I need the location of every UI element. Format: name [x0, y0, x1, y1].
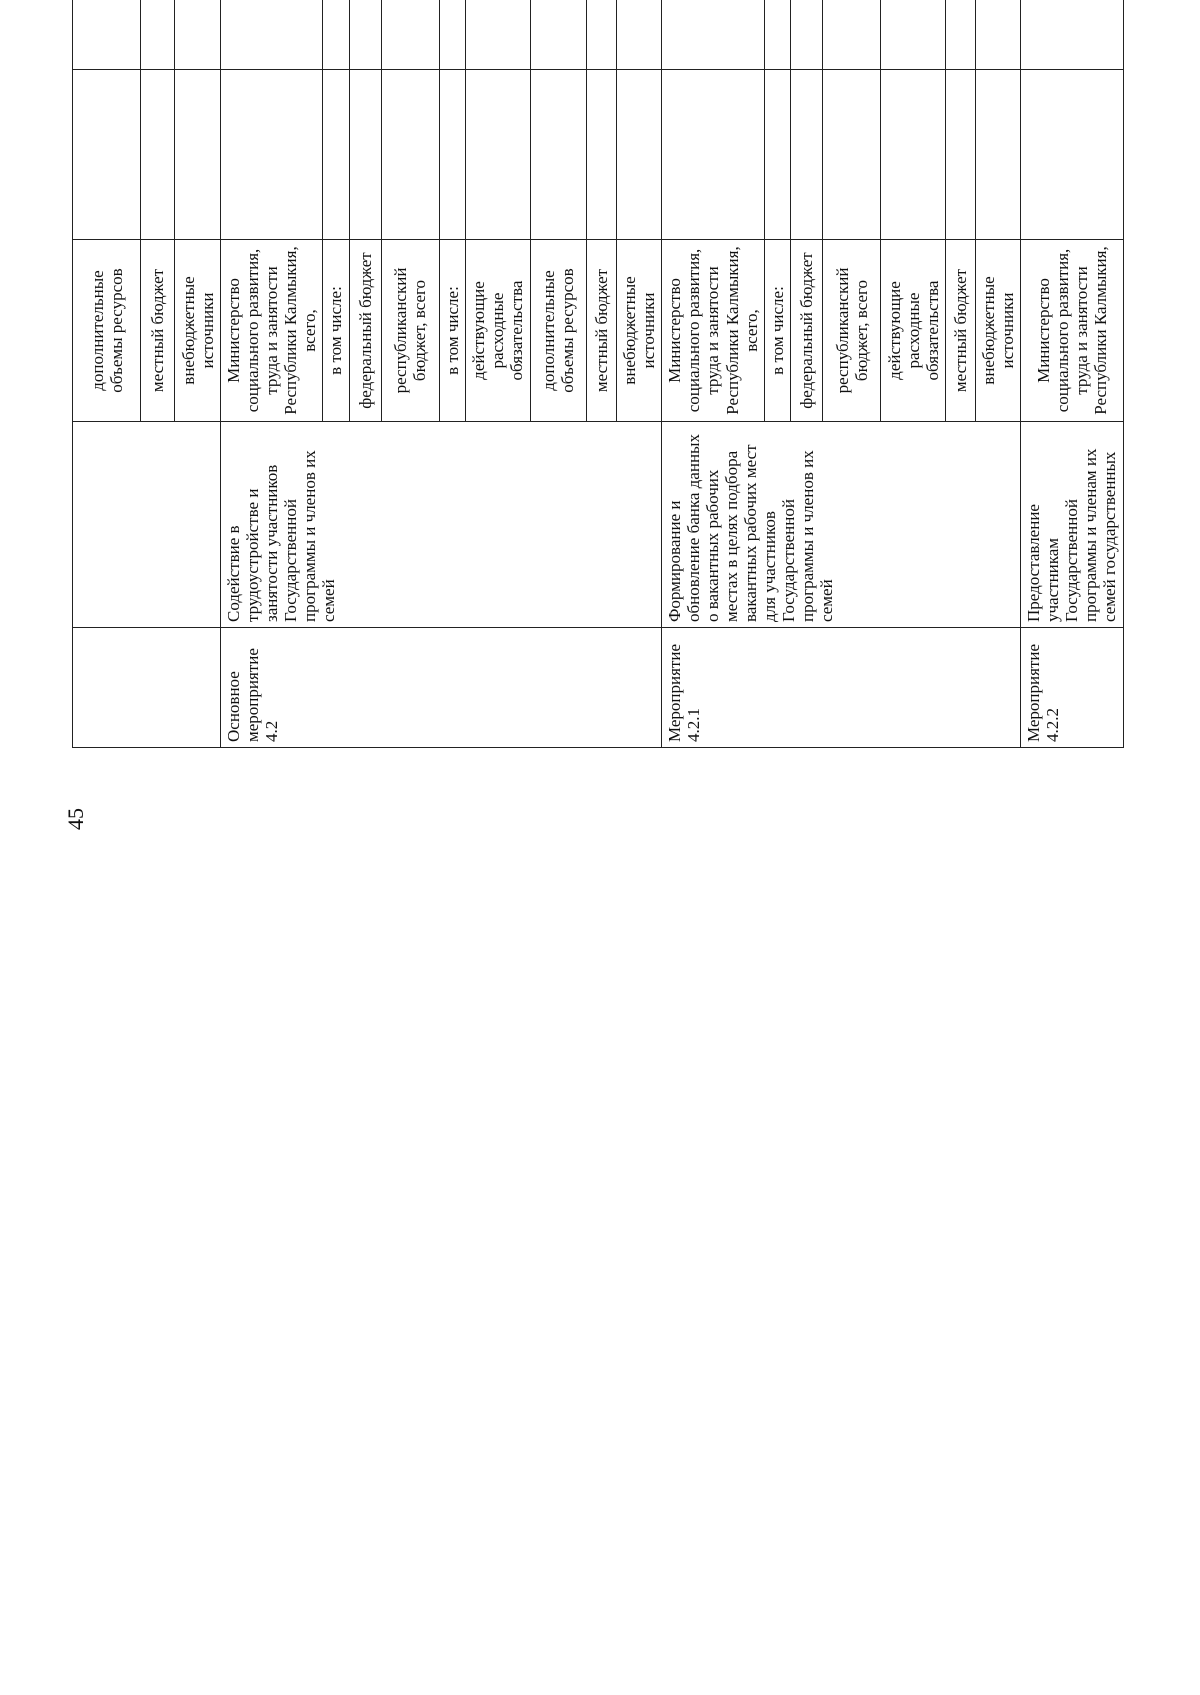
measure-label: Мероприятие 4.2.1	[662, 628, 1021, 748]
empty-cell	[323, 70, 349, 240]
measure-label: Мероприятие 4.2.2	[1021, 628, 1124, 748]
amount-cell	[586, 0, 616, 70]
amount-cell	[881, 0, 945, 70]
funding-source: Министерство социального развития, труда и занятости Республики Калмыкия, всего,	[220, 240, 323, 422]
empty-cell	[1021, 70, 1124, 240]
amount-cell	[141, 0, 175, 70]
funding-source: федеральный бюджет	[349, 240, 381, 422]
measure-label: Основное мероприятие 4.2	[220, 628, 661, 748]
amount-cell	[323, 0, 349, 70]
amount-cell	[175, 0, 220, 70]
empty-cell	[381, 70, 439, 240]
empty-cell	[975, 70, 1020, 240]
amount-cell	[616, 0, 661, 70]
funding-source: дополнительные объемы ресурсов	[530, 240, 586, 422]
funding-source: в том числе:	[323, 240, 349, 422]
funding-source: местный бюджет	[586, 240, 616, 422]
empty-cell	[586, 70, 616, 240]
measure-description: Формирование и обновление банка данных о вакантных рабочих местах в целях подбора вакантных рабочих мест для участников Государственной программы и членов их семей	[662, 422, 1021, 628]
funding-source: внебюджетные источники	[975, 240, 1020, 422]
budget-table	[72, 0, 1124, 748]
amount-cell	[790, 0, 822, 70]
empty-cell	[790, 70, 822, 240]
amount-cell	[662, 0, 765, 70]
measure-description: Предоставление участникам Государственной программы и членам их семей государственных	[1021, 422, 1124, 628]
amount-cell	[220, 0, 323, 70]
rotated-table-container	[72, 0, 1124, 748]
table-body	[73, 0, 1124, 748]
empty-cell	[616, 70, 661, 240]
empty-cell	[823, 70, 881, 240]
amount-cell	[764, 0, 790, 70]
empty-cell	[141, 70, 175, 240]
amount-cell	[349, 0, 381, 70]
funding-source: действующие расходные обязательства	[466, 240, 530, 422]
empty-cell	[73, 70, 141, 240]
empty-cell	[349, 70, 381, 240]
funding-source: внебюджетные источники	[616, 240, 661, 422]
table-row	[662, 0, 765, 748]
funding-source: в том числе:	[439, 240, 465, 422]
funding-source: местный бюджет	[141, 240, 175, 422]
amount-cell	[823, 0, 881, 70]
amount-cell	[381, 0, 439, 70]
funding-source: внебюджетные источники	[175, 240, 220, 422]
amount-cell	[975, 0, 1020, 70]
empty-cell	[881, 70, 945, 240]
table-row	[220, 0, 323, 748]
funding-source: местный бюджет	[945, 240, 975, 422]
amount-cell	[466, 0, 530, 70]
empty-cell	[439, 70, 465, 240]
funding-source: республиканский бюджет, всего	[823, 240, 881, 422]
empty-cell	[466, 70, 530, 240]
measure-description	[73, 422, 221, 628]
page-number: 45	[63, 808, 88, 830]
measure-description: Содействие в трудоустройстве и занятости участников Государственной программы и членов их семей	[220, 422, 661, 628]
empty-cell	[175, 70, 220, 240]
amount-cell	[73, 0, 141, 70]
funding-source: Министерство социального развития, труда и занятости Республики Калмыкия, всего,	[662, 240, 765, 422]
funding-source: Министерство социального развития, труда и занятости Республики Калмыкия,	[1021, 240, 1124, 422]
empty-cell	[945, 70, 975, 240]
empty-cell	[220, 70, 323, 240]
funding-source: действующие расходные обязательства	[881, 240, 945, 422]
amount-cell	[439, 0, 465, 70]
measure-label	[73, 628, 221, 748]
funding-source: в том числе:	[764, 240, 790, 422]
amount-cell	[945, 0, 975, 70]
funding-source: дополнительные объемы ресурсов	[73, 240, 141, 422]
funding-source: федеральный бюджет	[790, 240, 822, 422]
empty-cell	[662, 70, 765, 240]
amount-cell	[1021, 0, 1124, 70]
amount-cell	[530, 0, 586, 70]
empty-cell	[530, 70, 586, 240]
funding-source: республиканский бюджет, всего	[381, 240, 439, 422]
table-row	[1021, 0, 1124, 748]
table-row	[73, 0, 141, 748]
empty-cell	[764, 70, 790, 240]
